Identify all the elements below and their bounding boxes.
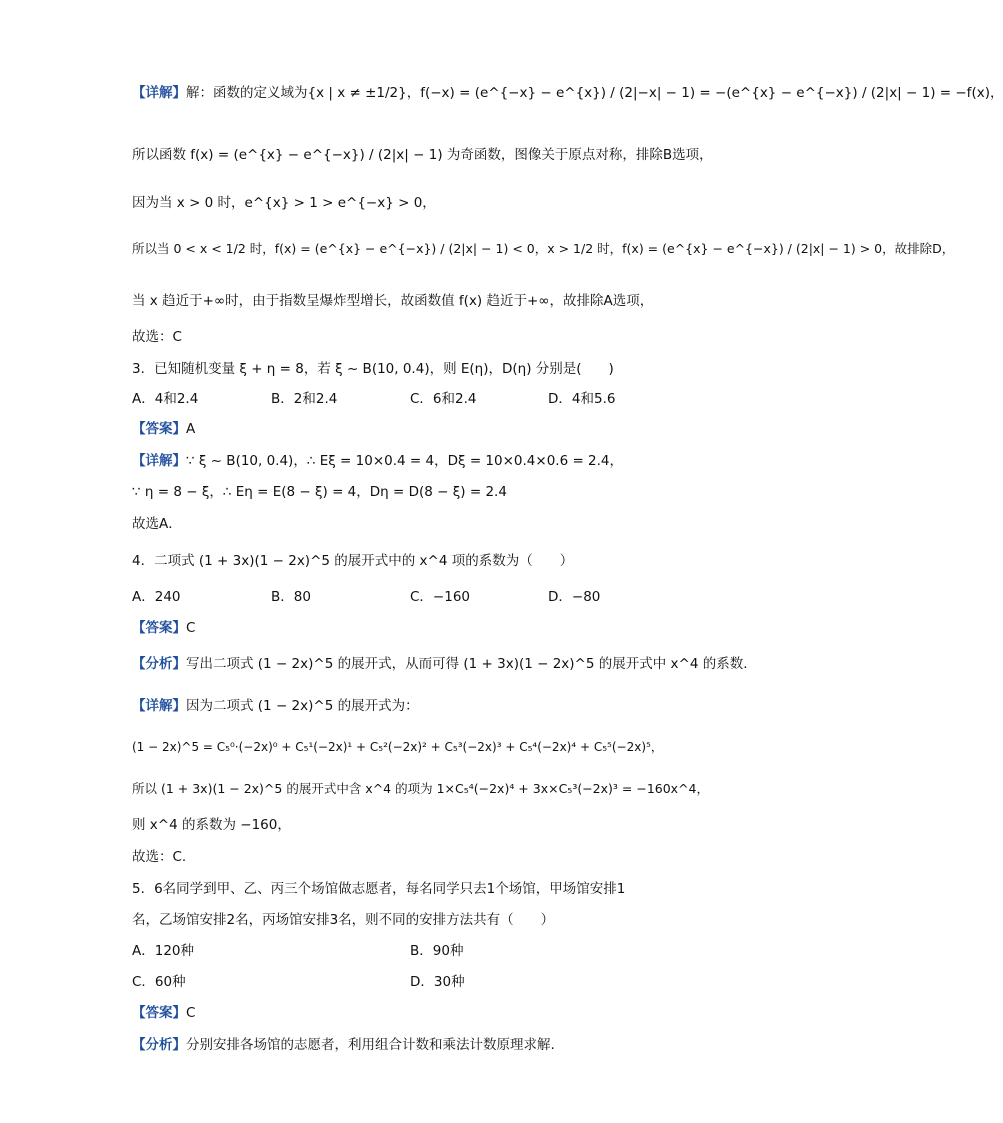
q5-option-b: B．90种 bbox=[410, 943, 464, 959]
question-text: 5．6名同学到甲、乙、丙三个场馆做志愿者，每名同学只去1个场馆，甲场馆安排1 bbox=[132, 881, 626, 897]
section-tag: 【详解】 bbox=[132, 85, 186, 101]
line-text: ∵ ξ ~ B(10, 0.4)，∴ Eξ = 10×0.4 = 4，Dξ = 10×0.4×0.6 = 2.4， bbox=[186, 453, 624, 469]
solution-line-3 bbox=[132, 194, 436, 212]
line-text: 写出二项式 (1 − 2x)^5 的展开式，从而可得 (1 + 3x)(1 − 2x)^5 的展开式中 x^4 的系数. bbox=[186, 656, 748, 672]
q3-detail-2 bbox=[132, 483, 507, 501]
line-text: ∵ η = 8 − ξ，∴ Eη = E(8 − ξ) = 4，Dη = D(8 − ξ) = 2.4 bbox=[132, 484, 507, 500]
question-3 bbox=[132, 360, 614, 378]
line-text: 故选：C bbox=[132, 329, 182, 345]
line-text: A bbox=[186, 421, 196, 437]
q4-conclusion bbox=[132, 848, 186, 866]
q3-option-c: C．6和2.4 bbox=[410, 391, 477, 407]
q4-expansion bbox=[132, 738, 663, 756]
section-tag: 【详解】 bbox=[132, 698, 186, 714]
solution-line-1 bbox=[132, 84, 1003, 102]
q4-detail-1 bbox=[132, 697, 419, 715]
line-text: 故选A． bbox=[132, 516, 182, 532]
q4-option-a: A．240 bbox=[132, 589, 181, 605]
line-text: C bbox=[186, 620, 196, 636]
section-tag: 【答案】 bbox=[132, 421, 186, 437]
question-text: 4．二项式 (1 + 3x)(1 − 2x)^5 的展开式中的 x^4 项的系数为（ ） bbox=[132, 553, 574, 569]
q4-detail-2 bbox=[132, 780, 709, 798]
line-text: 则 x^4 的系数为 −160， bbox=[132, 817, 291, 833]
q3-detail-1 bbox=[132, 452, 623, 470]
line-text: C bbox=[186, 1005, 196, 1021]
line-text: 解：函数的定义域为{x | x ≠ ±1/2}，f(−x) = (e^{−x} − e^{x}) / (2|−x| − 1) = −(e^{x} − e^{−x}) / (2|x| − 1) = −f(x)， bbox=[186, 85, 1003, 101]
line-text: 当 x 趋近于+∞时，由于指数呈爆炸型增长，故函数值 f(x) 趋近于+∞，故排除A选项， bbox=[132, 293, 654, 309]
section-tag: 【详解】 bbox=[132, 453, 186, 469]
q5-option-d: D．30种 bbox=[410, 974, 465, 990]
q5-option-a: A．120种 bbox=[132, 943, 195, 959]
line-text: 因为二项式 (1 − 2x)^5 的展开式为： bbox=[186, 698, 419, 714]
section-tag: 【答案】 bbox=[132, 620, 186, 636]
question-5-line-2 bbox=[132, 911, 554, 929]
solution-line-2 bbox=[132, 146, 713, 164]
q3-option-d: D．4和5.6 bbox=[548, 391, 616, 407]
section-tag: 【答案】 bbox=[132, 1005, 186, 1021]
question-5-line-1 bbox=[132, 880, 625, 898]
line-text: (1 − 2x)^5 = C₅⁰·(−2x)⁰ + C₅¹(−2x)¹ + C₅²(−2x)² + C₅³(−2x)³ + C₅⁴(−2x)⁴ + C₅⁵(−2x)⁵， bbox=[132, 740, 663, 754]
line-text: 因为当 x > 0 时，e^{x} > 1 > e^{−x} > 0， bbox=[132, 195, 436, 211]
q3-option-a: A．4和2.4 bbox=[132, 391, 199, 407]
q4-option-b: B．80 bbox=[271, 589, 311, 605]
q5-option-c: C．60种 bbox=[132, 974, 186, 990]
q3-answer bbox=[132, 420, 195, 438]
line-text: 分别安排各场馆的志愿者，利用组合计数和乘法计数原理求解. bbox=[186, 1037, 555, 1053]
q4-option-d: D．−80 bbox=[548, 589, 601, 605]
section-tag: 【分析】 bbox=[132, 656, 186, 672]
question-text: 3．已知随机变量 ξ + η = 8，若 ξ ~ B(10, 0.4)，则 E(η)，D(η) 分别是( ) bbox=[132, 361, 614, 377]
question-4 bbox=[132, 552, 573, 570]
answer-choice-line bbox=[132, 328, 182, 346]
q3-conclusion bbox=[132, 515, 182, 533]
section-tag: 【分析】 bbox=[132, 1037, 186, 1053]
q4-answer bbox=[132, 619, 195, 637]
solution-line-5 bbox=[132, 292, 653, 310]
q5-answer bbox=[132, 1004, 195, 1022]
line-text: 故选：C. bbox=[132, 849, 187, 865]
line-text: 所以当 0 < x < 1/2 时，f(x) = (e^{x} − e^{−x}) / (2|x| − 1) < 0，x > 1/2 时，f(x) = (e^{x} − e^{−x}) / (2|x| − 1) > 0，故排除D， bbox=[132, 241, 955, 256]
question-text: 名，乙场馆安排2名，丙场馆安排3名，则不同的安排方法共有（ ） bbox=[132, 912, 555, 928]
solution-line-4 bbox=[132, 240, 954, 258]
q3-option-b: B．2和2.4 bbox=[271, 391, 338, 407]
q4-analysis bbox=[132, 655, 748, 673]
line-text: 所以 (1 + 3x)(1 − 2x)^5 的展开式中含 x^4 的项为 1×C₅⁴(−2x)⁴ + 3x×C₅³(−2x)³ = −160x^4， bbox=[132, 781, 709, 796]
q4-option-c: C．−160 bbox=[410, 589, 471, 605]
q4-detail-3 bbox=[132, 816, 291, 834]
q5-analysis bbox=[132, 1036, 555, 1054]
line-text: 所以函数 f(x) = (e^{x} − e^{−x}) / (2|x| − 1) 为奇函数，图像关于原点对称，排除B选项， bbox=[132, 147, 713, 163]
